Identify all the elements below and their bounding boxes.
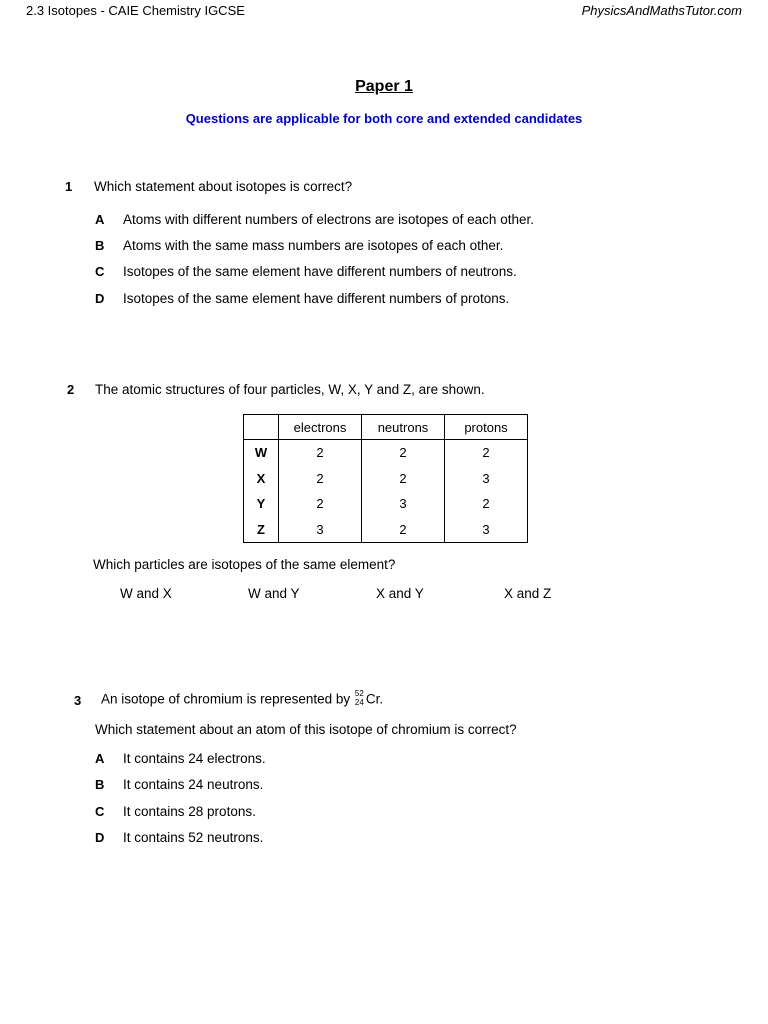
cell-electrons: 2 xyxy=(279,440,362,466)
q3-text xyxy=(101,690,383,710)
q1-option-c-text: Isotopes of the same element have different numbers of neutrons. xyxy=(123,264,517,279)
atomic-number: 24 xyxy=(354,698,364,707)
cell-protons: 2 xyxy=(445,491,528,517)
q3-text-prefix: An isotope of chromium is represented by xyxy=(101,691,354,707)
q3-option-a-letter: A xyxy=(95,751,105,766)
q3-question: Which statement about an atom of this isotope of chromium is correct? xyxy=(95,722,517,737)
table-header-neutrons: neutrons xyxy=(362,415,445,440)
q1-option-a-text: Atoms with different numbers of electrons are isotopes of each other. xyxy=(123,212,534,227)
q1-option-d-letter: D xyxy=(95,291,105,306)
q1-option-b-letter: B xyxy=(95,238,105,253)
cell-electrons: 2 xyxy=(279,491,362,517)
q3-option-c-text: It contains 28 protons. xyxy=(123,804,256,819)
mass-number: 52 xyxy=(354,689,364,698)
q2-question: Which particles are isotopes of the same element? xyxy=(93,557,396,572)
q3-option-c-letter: C xyxy=(95,804,105,819)
table-corner-cell xyxy=(244,415,279,440)
q3-number: 3 xyxy=(74,693,82,708)
q3-option-d-text: It contains 52 neutrons. xyxy=(123,830,264,845)
row-label: Z xyxy=(244,517,279,543)
table-row xyxy=(244,440,528,466)
cell-electrons: 2 xyxy=(279,466,362,492)
q2-text: The atomic structures of four particles, W, X, Y and Z, are shown. xyxy=(95,382,485,397)
cell-protons: 3 xyxy=(445,517,528,543)
q2-choice-a: W and X xyxy=(120,586,172,601)
q3-option-b-text: It contains 24 neutrons. xyxy=(123,777,264,792)
table-header-electrons: electrons xyxy=(279,415,362,440)
row-label: Y xyxy=(244,491,279,517)
q3-text-suffix: . xyxy=(379,691,384,707)
isotope-notation xyxy=(355,690,366,710)
table-row xyxy=(244,491,528,517)
q1-option-d-text: Isotopes of the same element have different numbers of protons. xyxy=(123,291,510,306)
q2-choice-c: X and Y xyxy=(376,586,424,601)
q3-option-d-letter: D xyxy=(95,830,105,845)
table-row xyxy=(244,466,528,492)
q1-number: 1 xyxy=(65,179,73,194)
row-label: W xyxy=(244,440,279,466)
q2-number: 2 xyxy=(67,382,75,397)
header-topic: 2.3 Isotopes - CAIE Chemistry IGCSE xyxy=(26,3,245,18)
q3-option-a-text: It contains 24 electrons. xyxy=(123,751,266,766)
table-header-row xyxy=(244,415,528,440)
q1-option-c-letter: C xyxy=(95,264,105,279)
cell-electrons: 3 xyxy=(279,517,362,543)
cell-neutrons: 2 xyxy=(362,517,445,543)
paper-subtitle: Questions are applicable for both core and extended candidates xyxy=(185,111,583,126)
q1-option-b-text: Atoms with the same mass numbers are isotopes of each other. xyxy=(123,238,504,253)
cell-protons: 2 xyxy=(445,440,528,466)
q2-choice-d: X and Z xyxy=(504,586,552,601)
cell-neutrons: 2 xyxy=(362,440,445,466)
table-header-protons: protons xyxy=(445,415,528,440)
table-row xyxy=(244,517,528,543)
paper-title: Paper 1 xyxy=(355,78,413,95)
q1-option-a-letter: A xyxy=(95,212,105,227)
header-site: PhysicsAndMathsTutor.com xyxy=(581,3,742,18)
cell-protons: 3 xyxy=(445,466,528,492)
q1-text: Which statement about isotopes is correct? xyxy=(94,179,353,194)
row-label: X xyxy=(244,466,279,492)
cell-neutrons: 2 xyxy=(362,466,445,492)
q3-option-b-letter: B xyxy=(95,777,105,792)
atomic-structure-table xyxy=(243,414,528,543)
element-symbol: Cr xyxy=(365,691,380,707)
q2-choice-b: W and Y xyxy=(248,586,300,601)
cell-neutrons: 3 xyxy=(362,491,445,517)
